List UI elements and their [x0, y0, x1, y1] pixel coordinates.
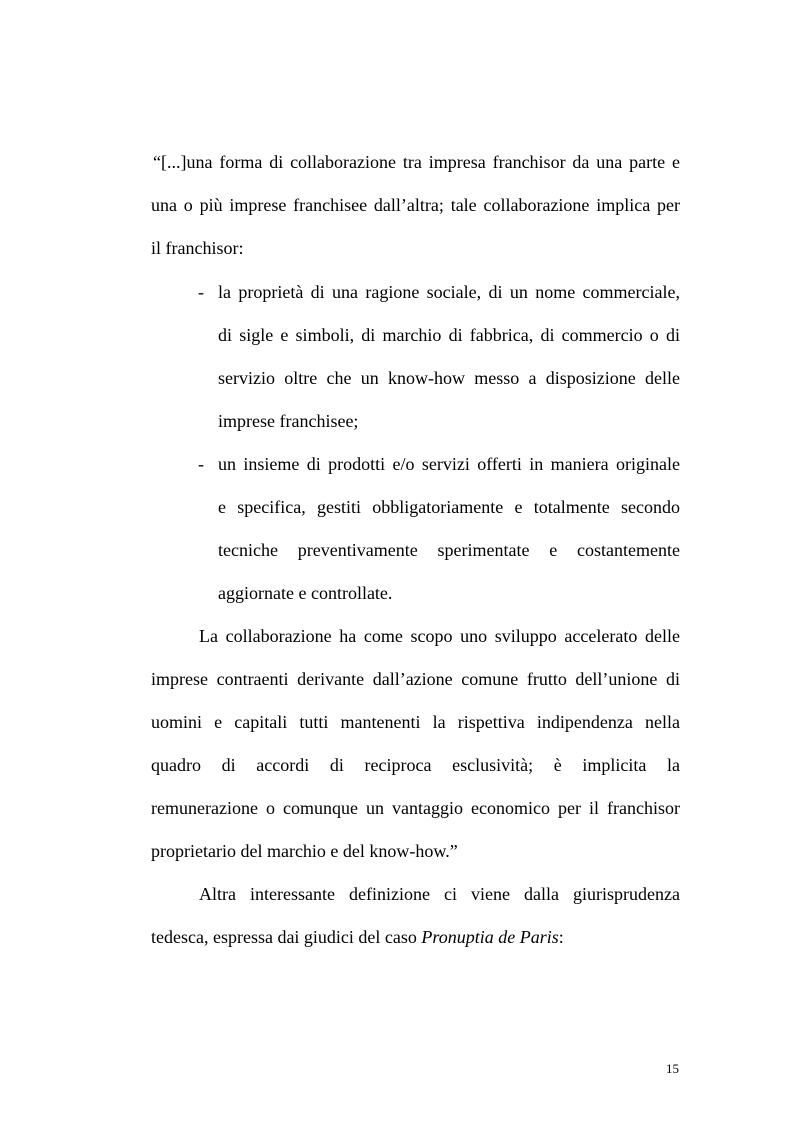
bullet-1-line-4: imprese franchisee; [218, 411, 359, 431]
definition-line-1: Altra interessante definizione ci viene dalla giurisprudenza [199, 884, 680, 904]
collaboration-line-1: La collaborazione ha come scopo uno sviluppo accelerato delle [199, 626, 680, 646]
collaboration-line-5: remunerazione o comunque un vantaggio economico per il franchisor [151, 798, 680, 818]
bullet-1-line-2: di sigle e simboli, di marchio di fabbrica, di commercio o di [218, 325, 680, 345]
bullet-1-dash: - [198, 282, 204, 302]
collaboration-line-4: quadro di accordi di reciproca esclusività; è implicita la [151, 755, 680, 775]
quote-intro-line-3: il franchisor: [151, 238, 244, 258]
definition-line-2-prefix: tedesca, espressa dai giudici del caso [151, 927, 422, 947]
collaboration-line-6: proprietario del marchio e del know-how.” [151, 841, 458, 861]
bullet-1-line-3: servizio oltre che un know-how messo a disposizione delle [218, 368, 680, 388]
definition-line-2-suffix: : [558, 927, 564, 947]
collaboration-line-3: uomini e capitali tutti mantenenti la rispettiva indipendenza nella [151, 712, 680, 732]
quote-intro-line-2: una o più imprese franchisee dall’altra; tale collaborazione implica per [151, 195, 680, 215]
bullet-2-dash: - [198, 454, 204, 474]
quote-intro-line-1: “[...]una forma di collaborazione tra impresa franchisor da una parte e [153, 152, 680, 172]
definition-line-2 [151, 926, 564, 948]
bullet-2-line-4: aggiornate e controllate. [218, 583, 393, 603]
collaboration-line-2: imprese contraenti derivante dall’azione comune frutto dell’unione di [151, 669, 680, 689]
bullet-2-line-1: un insieme di prodotti e/o servizi offerti in maniera originale [218, 454, 680, 474]
bullet-2-line-2: e specifica, gestiti obbligatoriamente e totalmente secondo [218, 497, 680, 517]
page-number: 15 [666, 1061, 679, 1076]
case-name: Pronuptia de Paris [421, 927, 559, 947]
bullet-2-line-3: tecniche preventivamente sperimentate e costantemente [218, 540, 680, 560]
bullet-1-line-1: la proprietà di una ragione sociale, di un nome commerciale, [218, 282, 680, 302]
